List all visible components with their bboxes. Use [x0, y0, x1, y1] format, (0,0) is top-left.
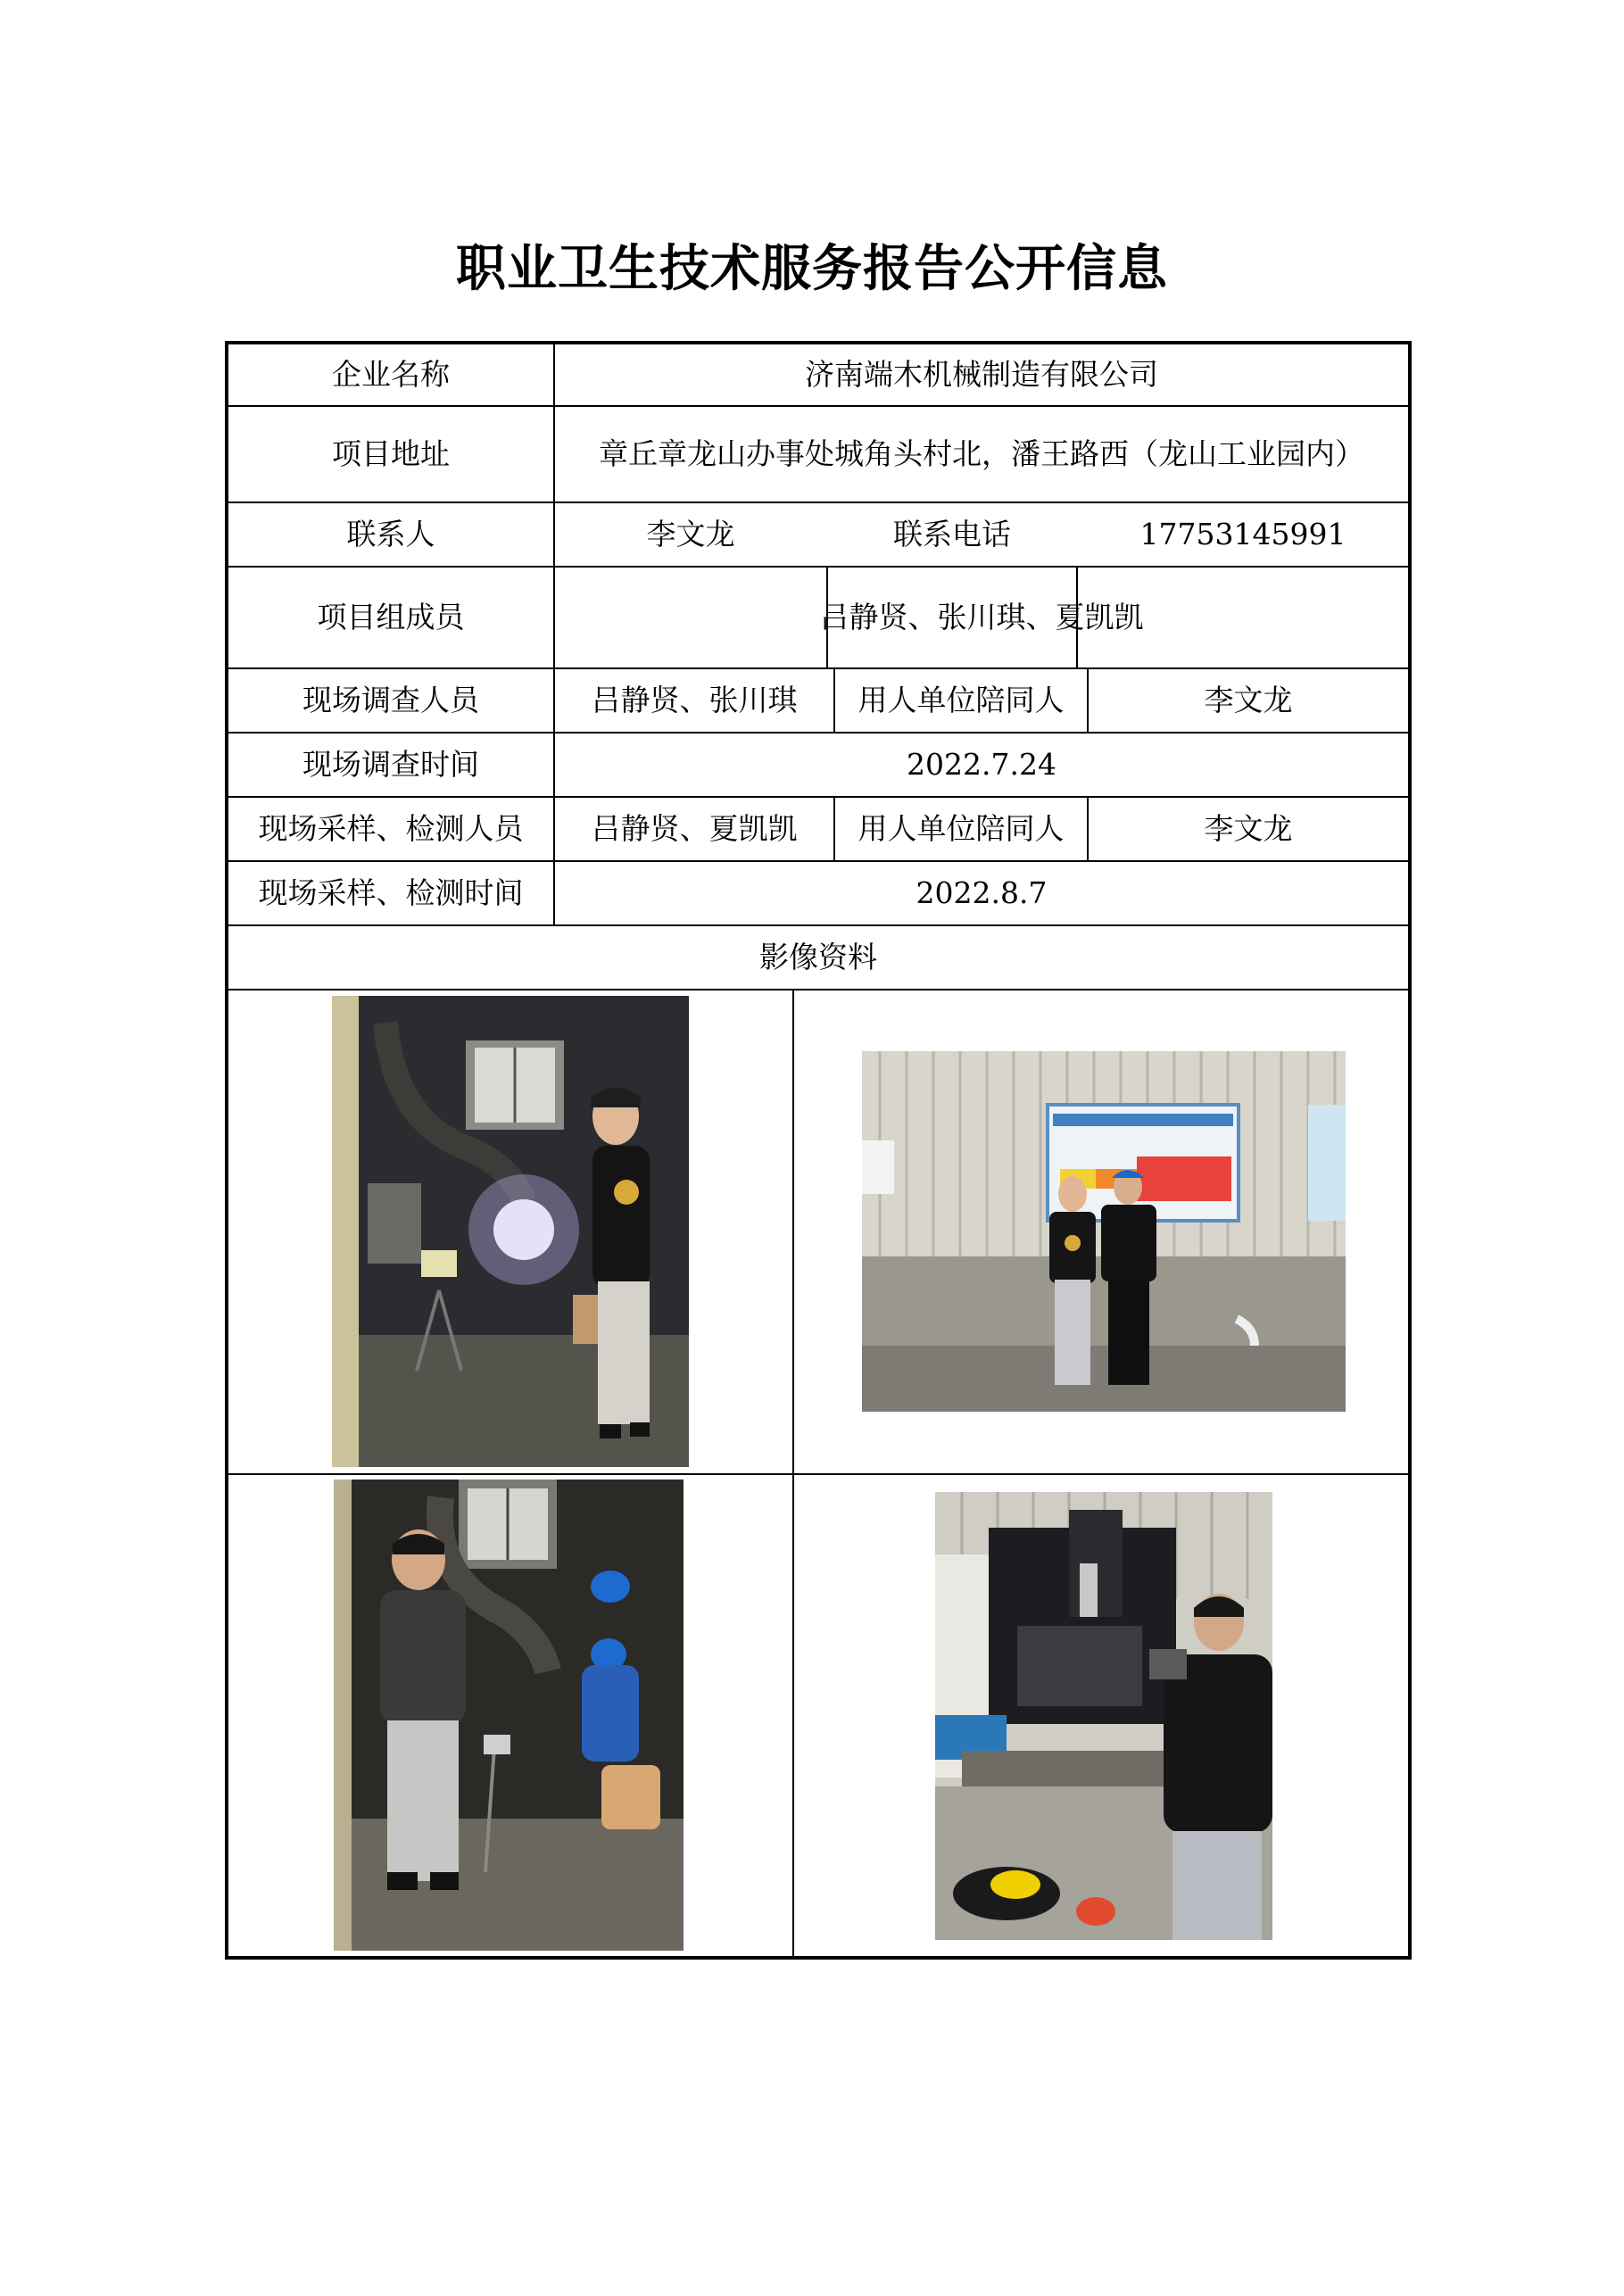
sampling-escort-value: 李文龙 [1204, 811, 1293, 846]
site-photo-machine [935, 1492, 1272, 1940]
site-photo-sampling [334, 1480, 684, 1951]
company-label: 企业名称 [332, 357, 450, 392]
contact-label: 联系人 [346, 517, 435, 551]
sampling-escort-label: 用人单位陪同人 [858, 811, 1065, 846]
members-value: 吕静贤、张川琪、夏凯凯 [819, 600, 1144, 634]
site-photo-welding [332, 996, 689, 1467]
phone-value: 17753145991 [1139, 517, 1346, 551]
survey-staff-label: 现场调查人员 [302, 683, 479, 717]
info-table [225, 341, 1412, 1960]
address-label: 项目地址 [332, 436, 450, 471]
survey-time-value: 2022.7.24 [907, 747, 1056, 782]
address-value: 章丘章龙山办事处城角头村北，潘王路西（龙山工业园内） [599, 436, 1364, 471]
sampling-time-label: 现场采样、检测时间 [258, 875, 524, 910]
images-header: 影像资料 [759, 940, 877, 974]
company-value: 济南端木机械制造有限公司 [805, 357, 1158, 392]
contact-value: 李文龙 [646, 517, 735, 551]
survey-time-label: 现场调查时间 [302, 747, 479, 782]
site-photo-notice-board [862, 1051, 1346, 1412]
survey-escort-label: 用人单位陪同人 [858, 683, 1065, 717]
survey-staff-value: 吕静贤、张川琪 [591, 683, 798, 717]
document-title: 职业卫生技术服务报告公开信息 [456, 240, 1168, 298]
sampling-staff-label: 现场采样、检测人员 [258, 811, 524, 846]
sampling-time-value: 2022.8.7 [916, 875, 1048, 910]
phone-label: 联系电话 [893, 517, 1011, 551]
survey-escort-value: 李文龙 [1204, 683, 1293, 717]
members-label: 项目组成员 [317, 600, 465, 634]
sampling-staff-value: 吕静贤、夏凯凯 [591, 811, 798, 846]
